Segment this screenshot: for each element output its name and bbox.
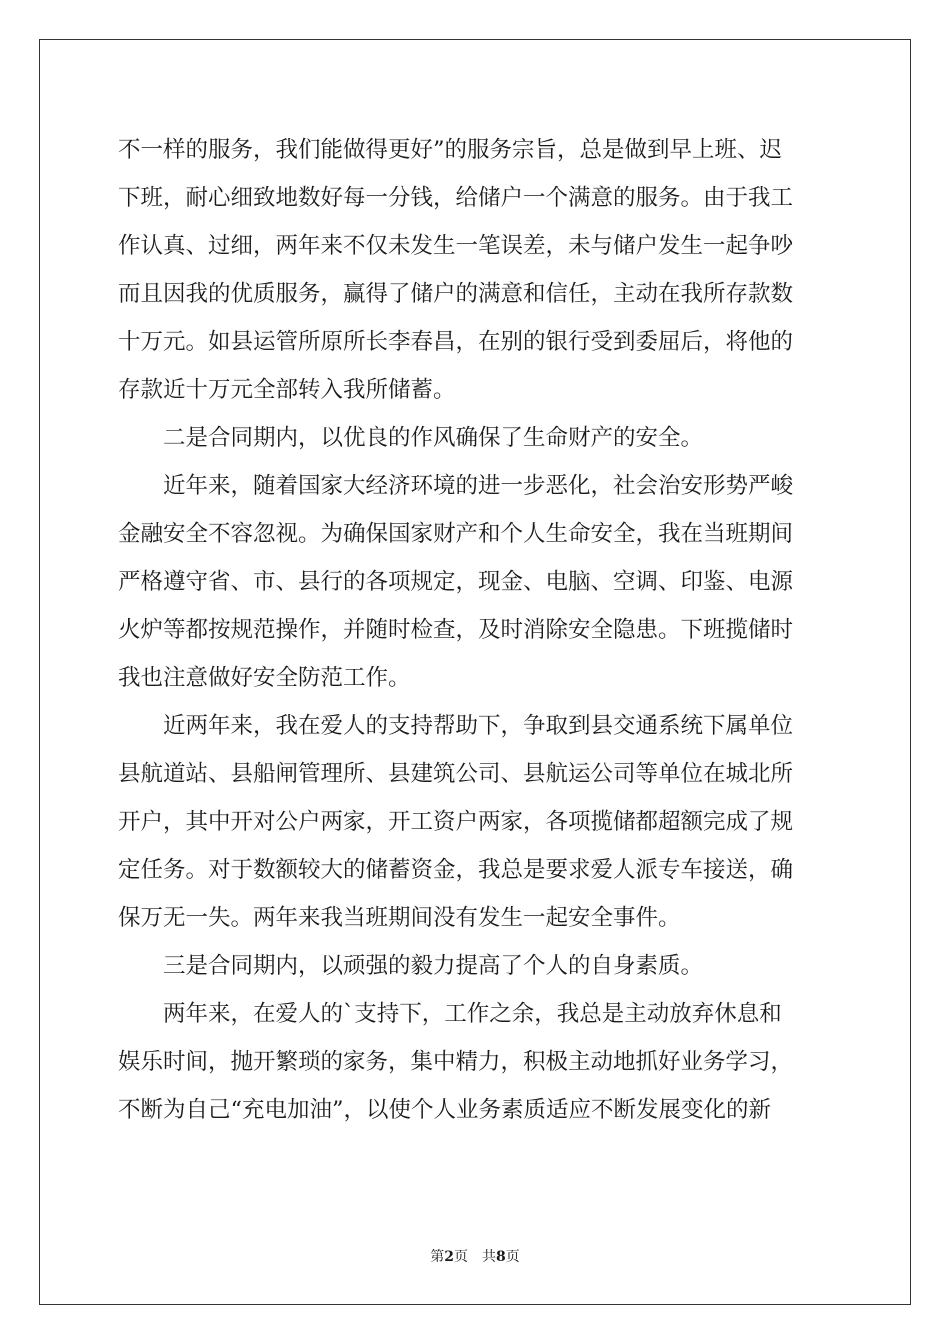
text-line: 而且因我的优质服务，赢得了储户的满意和信任，主动在我所存款数 (118, 281, 794, 307)
text-line: 定任务。对于数额较大的储蓄资金，我总是要求爱人派专车接送，确 (118, 857, 794, 883)
section-heading: 二是合同期内，以优良的作风确保了生命财产的安全。 (118, 425, 704, 451)
text-line: 严格遵守省、市、县行的各项规定，现金、电脑、空调、印鉴、电源 (118, 569, 794, 595)
text-line: 近两年来，我在爱人的支持帮助下，争取到县交通系统下属单位 (118, 713, 794, 739)
total-page-number: 8 (496, 1249, 506, 1265)
page-number-label: 第2页 (430, 1249, 468, 1265)
text-line: 存款近十万元全部转入我所储蓄。 (118, 377, 456, 403)
text-line: 不断为自己“充电加油”，以使个人业务素质适应不断发展变化的新 (118, 1097, 772, 1123)
text-line: 下班，耐心细致地数好每一分钱，给储户一个满意的服务。由于我工 (118, 185, 794, 211)
page-footer (0, 1248, 950, 1266)
text-line: 我也注意做好安全防范工作。 (118, 665, 411, 691)
text-line: 不一样的服务，我们能做得更好”的服务宗旨，总是做到早上班、迟 (118, 137, 783, 163)
text-line: 娱乐时间，抛开繁琐的家务，集中精力，积极主动地抓好业务学习， (118, 1049, 794, 1075)
text-line: 十万元。如县运管所原所长李春昌，在别的银行受到委屈后，将他的 (118, 329, 794, 355)
section-heading: 三是合同期内，以顽强的毅力提高了个人的自身素质。 (118, 953, 704, 979)
current-page-number: 2 (444, 1249, 454, 1265)
text-line: 县航道站、县船闸管理所、县建筑公司、县航运公司等单位在城北所 (118, 761, 794, 787)
text-line: 火炉等都按规范操作，并随时检查，及时消除安全隐患。下班揽储时 (118, 617, 794, 643)
page-total-label: 共8页 (482, 1249, 520, 1265)
text-line: 开户，其中开对公户两家，开工资户两家，各项揽储都超额完成了规 (118, 809, 794, 835)
text-line: 金融安全不容忽视。为确保国家财产和个人生命安全，我在当班期间 (118, 521, 794, 547)
text-line: 两年来，在爱人的`支持下，工作之余，我总是主动放弃休息和 (118, 1001, 782, 1027)
text-line: 作认真、过细，两年来不仅未发生一笔误差，未与储户发生一起争吵 (118, 233, 794, 259)
text-line: 保万无一失。两年来我当班期间没有发生一起安全事件。 (118, 905, 681, 931)
text-line: 近年来，随着国家大经济环境的进一步恶化，社会治安形势严峻 (118, 473, 794, 499)
